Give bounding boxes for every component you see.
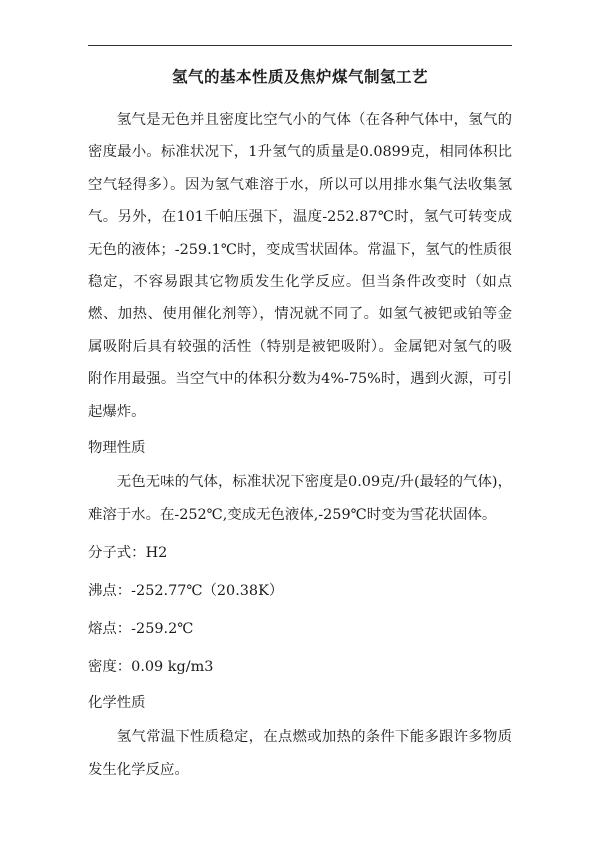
- physical-properties-paragraph: 无色无味的气体，标准状况下密度是0.09克/升(最轻的气体)，难溶于水。在-252℃,变成无色液体,-259℃时变为雪花状固体。: [88, 474, 512, 523]
- physical-properties-heading: 物理性质: [88, 440, 146, 457]
- document-title: 氢气的基本性质及焦炉煤气制氢工艺: [171, 67, 428, 86]
- intro-paragraph: 氢气是无色并且密度比空气小的气体（在各种气体中，氢气的密度最小。标准状况下，1升氢气的质量是0.0899克，相同体积比空气轻得多）。因为氢气难溶于水，所以可以用排水集气法收集氢气。另外，在101千帕压强下，温度-252.87℃时，氢气可转变成无色的液体；-259.1℃时，变成雪状固体。常温下，氢气的性质很稳定，不容易跟其它物质发生化学反应。但当条件改变时（如点燃、加热、使用催化剂等），情况就不同了。如氢气被钯或铂等金属吸附后具有较强的活性（特别是被钯吸附）。金属钯对氢气的吸附作用最强。当空气中的体积分数为4%-75%时，遇到火源，可引起爆炸。: [88, 112, 512, 420]
- melting-point: 熔点：-259.2℃: [88, 620, 194, 637]
- density: 密度：0.09 kg/m3: [88, 658, 214, 675]
- boiling-point: 沸点：-252.77℃（20.38K）: [88, 582, 284, 599]
- molecular-formula: 分子式：H2: [88, 544, 168, 561]
- document-body: [88, 104, 512, 786]
- chemical-properties-paragraph: 氢气常温下性质稳定，在点燃或加热的条件下能多跟许多物质发生化学反应。: [88, 729, 512, 778]
- header-rule: [88, 45, 512, 46]
- chemical-properties-heading: 化学性质: [88, 694, 146, 711]
